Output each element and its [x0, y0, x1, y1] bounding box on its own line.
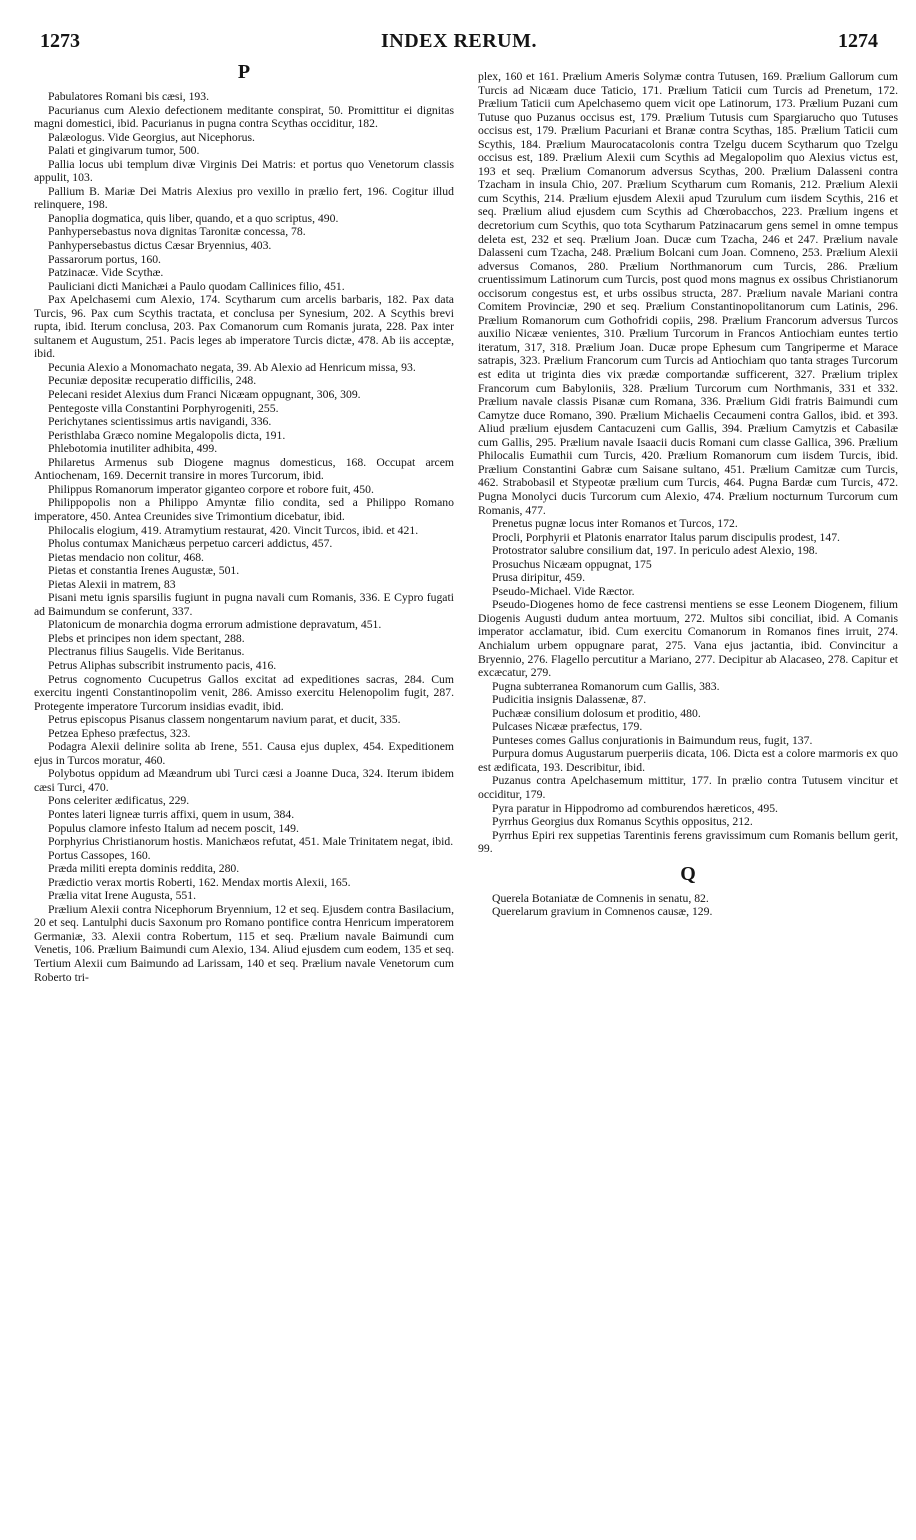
index-entry: Palati et gingivarum tumor, 500.	[48, 144, 200, 158]
index-entry: Plebs et principes non idem spectant, 288.	[48, 631, 245, 645]
index-entry: Protostrator salubre consilium dat, 197. In periculo adest Alexio, 198.	[492, 544, 818, 558]
index-entry: Puzanus contra Apelchasemum mittitur, 177. In prælio contra Tutusem vincitur et occiditur, 179.	[478, 774, 898, 801]
index-entry: Pallia locus ubi templum divæ Virginis Dei Matris: et portus quo Venetorum classis appulit, 103.	[34, 157, 454, 185]
index-entry: Præda militi erepta dominis reddita, 280.	[48, 862, 240, 876]
index-entry: Pietas Alexii in matrem, 83	[48, 577, 176, 591]
index-entry: Pelecani residet Alexius dum Franci Nicæam oppugnant, 306, 309.	[48, 388, 361, 402]
index-entry: Philocalis elogium, 419. Atramytium restaurat, 420. Vincit Turcos, ibid. et 421.	[48, 523, 419, 537]
index-entry: Pudicitia insignis Dalassenæ, 87.	[492, 693, 647, 707]
index-entry: Pallium B. Mariæ Dei Matris Alexius pro vexillo in prælio fert, 196. Cogitur illud relinquere, 198.	[34, 184, 454, 212]
index-entry: Philaretus Armenus sub Diogene magnus domesticus, 168. Occupat arcem Antiochenam, 169. Decernit transire in mores Turcorum, ibid.	[34, 455, 454, 483]
index-entry: Petzea Epheso præfectus, 323.	[48, 726, 191, 740]
index-entry: Querela Botaniatæ de Comnenis in senatu, 82.	[492, 891, 709, 905]
index-entry: Philippus Romanorum imperator giganteo corpore et robore fuit, 450.	[48, 482, 374, 496]
section-letter-q: Q	[680, 862, 696, 885]
index-entry: Petrus Aliphas subscribit instrumento pacis, 416.	[48, 658, 277, 672]
index-entry: Perichytanes scientissimus artis navigandi, 336.	[48, 415, 272, 429]
index-entry: Phlebotomia inutiliter adhibita, 499.	[48, 442, 218, 456]
index-entry: Platonicum de monarchia dogma errorum admistione depravatum, 451.	[48, 618, 382, 632]
left-column	[34, 60, 454, 1510]
index-entry: Plectranus filius Saugelis. Vide Beritanus.	[48, 645, 245, 659]
index-entry: Peristhlaba Græco nomine Megalopolis dicta, 191.	[48, 428, 286, 442]
index-entry: Patzinacæ. Vide Scythæ.	[48, 266, 164, 280]
index-entry: Pyrrhus Epiri rex suppetias Tarentinis ferens gravissimum cum Romanis bellum gerit, 99.	[478, 828, 898, 856]
index-entry: Porphyrius Christianorum hostis. Manichæos refutat, 451. Male Trinitatem negat, ibid.	[48, 835, 454, 849]
index-entry: Pecunia Alexio a Monomachato negata, 39. Ab Alexio ad Henricum missa, 93.	[48, 360, 416, 374]
index-entry: Pons celeriter ædificatus, 229.	[48, 794, 190, 808]
index-entry: Pax Apelchasemi cum Alexio, 174. Scytharum cum arcelis barbaris, 182. Pax data Turcis, 96. Pax cum Scythis tractata, et conclusa per Synesium, 202. A Scythis brevi rupta, ibid. Iterum conclusa, 203. Pax Comanorum cum Romanis jurata, 228. Pax inter sultanem et Augustum, 251. Pacis leges ab imperatore Turcis dictæ, 478. Ab iis acceptæ, ibid.	[34, 293, 454, 361]
index-entry: Pulcases Nicææ præfectus, 179.	[492, 720, 643, 734]
index-entry: Punteses comes Gallus conjurationis in Baimundum reus, fugit, 137.	[492, 733, 813, 747]
index-entry: Querelarum gravium in Comnenos causæ, 129.	[492, 905, 713, 919]
running-title: INDEX RERUM.	[381, 30, 537, 52]
index-entry: Polybotus oppidum ad Mæandrum ubi Turci cæsi a Joanne Duca, 324. Iterum ibidem cæsi Turci, 470.	[34, 767, 454, 794]
index-entry: Prælia vitat Irene Augusta, 551.	[48, 889, 197, 903]
index-entry: Panhypersebastus nova dignitas Taronitæ concessa, 78.	[48, 225, 306, 239]
index-entry: Prælium Alexii contra Nicephorum Bryennium, 12 et seq. Ejusdem contra Basilacium, 20 et seq. Lantulphi ducis Saxonum pro Romano pontifice contra Henricum imperatorem Germaniæ, 33. Alexii contra Robertum, 115 et seq. Prælium navale Baimundi cum Venetis, 106. Prælium Baimundi cum Alexio, 134. Aliud ejusdem cum eodem, 135 et seq. Tertium Alexii cum Baimundo ad Larissam, 140 et seq. Prælium navale Venetorum cum Roberto tri-	[34, 902, 454, 984]
index-entry: Pacurianus cum Alexio defectionem meditante conspirat, 50. Promittitur ei dignitas magni domestici, ibid. Pacurianus in pugna contra Scythas occiditur, 182.	[34, 103, 454, 131]
index-entry: Palæologus. Vide Georgius, aut Nicephorus.	[48, 130, 255, 144]
index-entry: Pentegoste villa Constantini Porphyrogeniti, 255.	[48, 401, 279, 415]
index-entry: Puchææ consilium dolosum et proditio, 480.	[492, 706, 701, 720]
index-entry: Prenetus pugnæ locus inter Romanos et Turcos, 172.	[492, 517, 738, 531]
index-entry: Pecuniæ depositæ recuperatio difficilis, 248.	[48, 374, 257, 388]
index-entry: Procli, Porphyrii et Platonis enarrator Italus parum discipulis prodest, 147.	[492, 530, 840, 544]
index-entry: Pseudo-Diogenes homo de fece castrensi mentiens se esse Leonem Diogenem, filium Diogenis Augusti dudum antea mortuum, 272. Multos sibi conciliat, ibid. A Comanis imperator acclamatur, ibid. Cum exercitu Comanorum in Romanos fines irruit, 274. Anchialum urbem oppugnare parat, 275. Vana ejus jactantia, ibid. Convincitur a Bryennio, 276. Flagello percutitur a Mariano, 277. Decipitur ab Alacaseo, 278. Capitur et excæcatur, 279.	[478, 598, 898, 680]
index-entry: Portus Cassopes, 160.	[48, 848, 151, 862]
page-number-right: 1274	[838, 30, 878, 52]
index-entry: Prosuchus Nicæam oppugnat, 175	[492, 557, 652, 571]
index-entry: Populus clamore infesto Italum ad necem poscit, 149.	[48, 821, 299, 835]
index-entry: Purpura domus Augustarum puerperiis dicata, 106. Dicta est a colore marmoris ex quo est ædificata, 193. Describitur, ibid.	[478, 747, 898, 774]
index-entry: Pyrrhus Georgius dux Romanus Scythis oppositus, 212.	[492, 815, 753, 829]
index-entry: Pugna subterranea Romanorum cum Gallis, 383.	[492, 679, 720, 693]
index-entry: Pietas mendacio non colitur, 468.	[48, 550, 204, 564]
index-entry: Panhypersebastus dictus Cæsar Bryennius, 403.	[48, 239, 272, 253]
index-entry: Podagra Alexii delinire solita ab Irene, 551. Causa ejus duplex, 454. Expeditionem ejus in Turcos moratur, 460.	[34, 740, 454, 767]
index-entry: Petrus cognomento Cucupetrus Gallos excitat ad expeditiones sacras, 284. Cum exercitu ingenti Constantinopolim venit, 286. Amisso exercitu Helenopolim fugit, 287. Protegente imperatore Turcorum insidias evadit, ibid.	[34, 672, 454, 713]
index-entry: Pontes lateri ligneæ turris affixi, quem in usum, 384.	[48, 807, 295, 821]
index-entry: Pauliciani dicti Manichæi a Paulo quodam Callinices filio, 451.	[48, 279, 345, 293]
page-number-left: 1273	[40, 30, 80, 52]
index-entry: Pyra paratur in Hippodromo ad comburendos hæreticos, 495.	[492, 801, 778, 815]
index-entry: Petrus episcopus Pisanus classem nongentarum navium parat, et ducit, 335.	[48, 713, 401, 727]
index-entry: Pholus contumax Manichæus perpetuo carceri addictus, 457.	[48, 537, 333, 551]
right-column	[478, 70, 898, 1510]
index-entry: Philippopolis non a Philippo Amyntæ filio condita, sed a Philippo Romano imperatore, 450. Antea Creunides sive Trimontium dicebatur, ibid.	[34, 496, 454, 523]
index-entry: Pabulatores Romani bis cæsi, 193.	[48, 90, 210, 103]
index-entry: Passarorum portus, 160.	[48, 252, 161, 266]
section-letter-p: P	[237, 61, 251, 83]
index-entry: Prædictio verax mortis Roberti, 162. Mendax mortis Alexii, 165.	[48, 875, 351, 889]
index-entry: Pseudo-Michael. Vide Ræctor.	[492, 584, 635, 598]
index-entry: Pietas et constantia Irenes Augustæ, 501.	[48, 564, 240, 578]
page-header	[28, 30, 890, 56]
index-entry: Prusa diripitur, 459.	[492, 571, 586, 585]
index-entry: Pisani metu ignis sparsilis fugiunt in pugna navali cum Romanis, 336. E Cypro fugati ad Baimundum se conferunt, 337.	[34, 591, 454, 618]
index-entry: Panoplia dogmatica, quis liber, quando, et a quo scriptus, 490.	[48, 211, 339, 225]
index-entry: plex, 160 et 161. Prælium Ameris Solymæ contra Tutusen, 169. Prælium Gallorum cum Turcis ad Nicæam duce Taticio, 171. Prælium Taticii cum Turcis ad Prenetum, 172. Prælium Taticii cum Apelchasemo quem vicit ope Latinorum, 173. Prælium Puzani cum Tutuse quo Puzanus occisus est, 179. Prælium Tutusis cum Spargiarucho quo Tutuses occisus est, 179. Prælium Pacuriani et Branæ contra Scythas, 185. Prælium Taticii cum Scythis, 184. Prælium Maurocatacolonis contra Tzelgu ducem Scytharum quo Tzelgu occisus est, 189. Prælium Alexii cum Scythis ad Megalopolim quo Alexius victus est, 193 et seq. Prælium Comanorum adversus Scythas, 200. Prælium Dalasseni contra Tzacham in insula Chio, 207. Prælium Scytharum cum Romanis, 212. Prælium Alexii cum Scythis, 214. Prælium ejusdem Alexii apud Tzurulum cum iisdem Scythis, 216 et seq. Prælium aliud ejusdem cum Scythis ad Chœrobacchos, 223. Prælium ingens et decretorium cum Scythis, quo tota Scytharum Patzinacarum gens semel in omne tempus deleta est, 232 et seq. Prælium Joan. Ducæ cum Tzacha, 246 et 247. Prælium navale Dalasseni cum Tzacha, 248. Prælium Bolcani cum Joan. Comneno, 253. Prælium Alexii adversus Comanos, 280. Prælium Northmanorum cum Turcis, 286. Prælium cruentissimum Latinorum cum Turcis, post quod mons magnus ex ossibus Christianorum occisorum congestus est, et urbs ossibus structa, 287. Prælium navale Mariani contra Comitem Provinciæ, 290 et seq. Prælium Constantinopolitanorum cum Latinis, 296. Prælium Romanorum cum Gothofridi copiis, 298. Prælium Francorum adversus Turcos auxilio Nicææ venientes, 310. Prælium Turcorum in Francos Antiochiam euntes tertio iteratum, 317, 318. Prælium Joan. Ducæ prope Ephesum cum Tangriperme et Marace satrapis, 323. Prælium Francorum cum Turcis ad Antiochiam quo tanta strages Turcorum est edita ut triginta dies vix prædæ comportandæ sufficerent, 327. Prælium triplex Francorum cum Babyloniis, 328. Prælium Turcorum cum Northmanis, 331 et 332. Prælium navale classis Pisanæ cum Romana, 336. Prælium Gidi fratris Baimundi cum Camytze duce Romano, 390. Prælium Michaelis Cecaumeni contra Gallos, ibid. et 393. Aliud prælium ejusdem Cantacuzeni cum Gallis, 394. Prælium Camytzis et Cabasilæ cum Gallis, 295. Prælium navale Isaacii ducis Romani cum classe Gallica, 396. Prælium Philocalis Eumathii cum Turcis, 420. Prælium Romanorum cum iisdem Turcis, ibid. Prælium Constantini Gabræ cum Saisane sultano, 451. Prælium Camitzæ cum Turcis, 462. Strabobasil et Stypeotæ prælium cum Turcis, 464. Pugna Bardæ cum Turcis, 472. Pugna Monolyci ducis Turcorum cum Alexio, 474. Prælium nocturnum Turcorum cum Romanis, 477.	[478, 70, 898, 517]
